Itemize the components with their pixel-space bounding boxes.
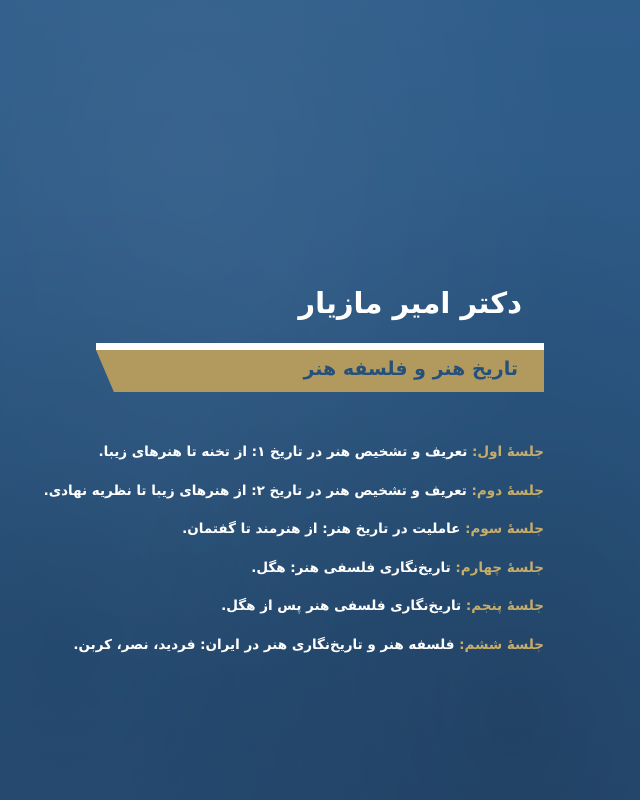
- session-label: جلسهٔ سوم:: [465, 521, 544, 537]
- session-label: جلسهٔ اول:: [472, 444, 544, 460]
- session-item-6: [44, 633, 544, 672]
- session-topic: فلسفه هنر و تاریخ‌نگاری هنر در ایران: فردید، نصر، کربن.: [73, 636, 460, 653]
- session-list: [44, 440, 544, 671]
- session-label: جلسهٔ پنجم:: [465, 598, 544, 614]
- course-banner: [96, 343, 544, 399]
- session-item-5: [44, 594, 544, 633]
- session-topic: تعریف و تشخیص هنر در تاریخ ۱: از تخنه تا هنرهای زیبا.: [98, 444, 472, 460]
- session-topic: عاملیت در تاریخ هنر: از هنرمند تا گفتمان.: [182, 521, 466, 537]
- session-item-2: [44, 479, 544, 518]
- session-label: جلسهٔ چهارم:: [455, 559, 544, 576]
- session-topic: تاریخ‌نگاری فلسفی هنر پس از هگل.: [221, 598, 466, 614]
- session-item-1: [44, 440, 544, 479]
- session-item-4: [44, 556, 544, 595]
- session-label: جلسهٔ دوم:: [471, 482, 544, 499]
- speaker-name: دکتر امیر مازیار: [298, 286, 522, 320]
- banner-top-line: [96, 343, 544, 350]
- session-topic: تاریخ‌نگاری فلسفی هنر: هگل.: [251, 559, 456, 576]
- session-item-3: [44, 517, 544, 556]
- session-label: جلسهٔ ششم:: [459, 636, 544, 653]
- session-topic: تعریف و تشخیص هنر در تاریخ ۲: از هنرهای زیبا تا نظریه نهادی.: [43, 482, 472, 499]
- course-title: تاریخ هنر و فلسفه هنر: [303, 358, 518, 380]
